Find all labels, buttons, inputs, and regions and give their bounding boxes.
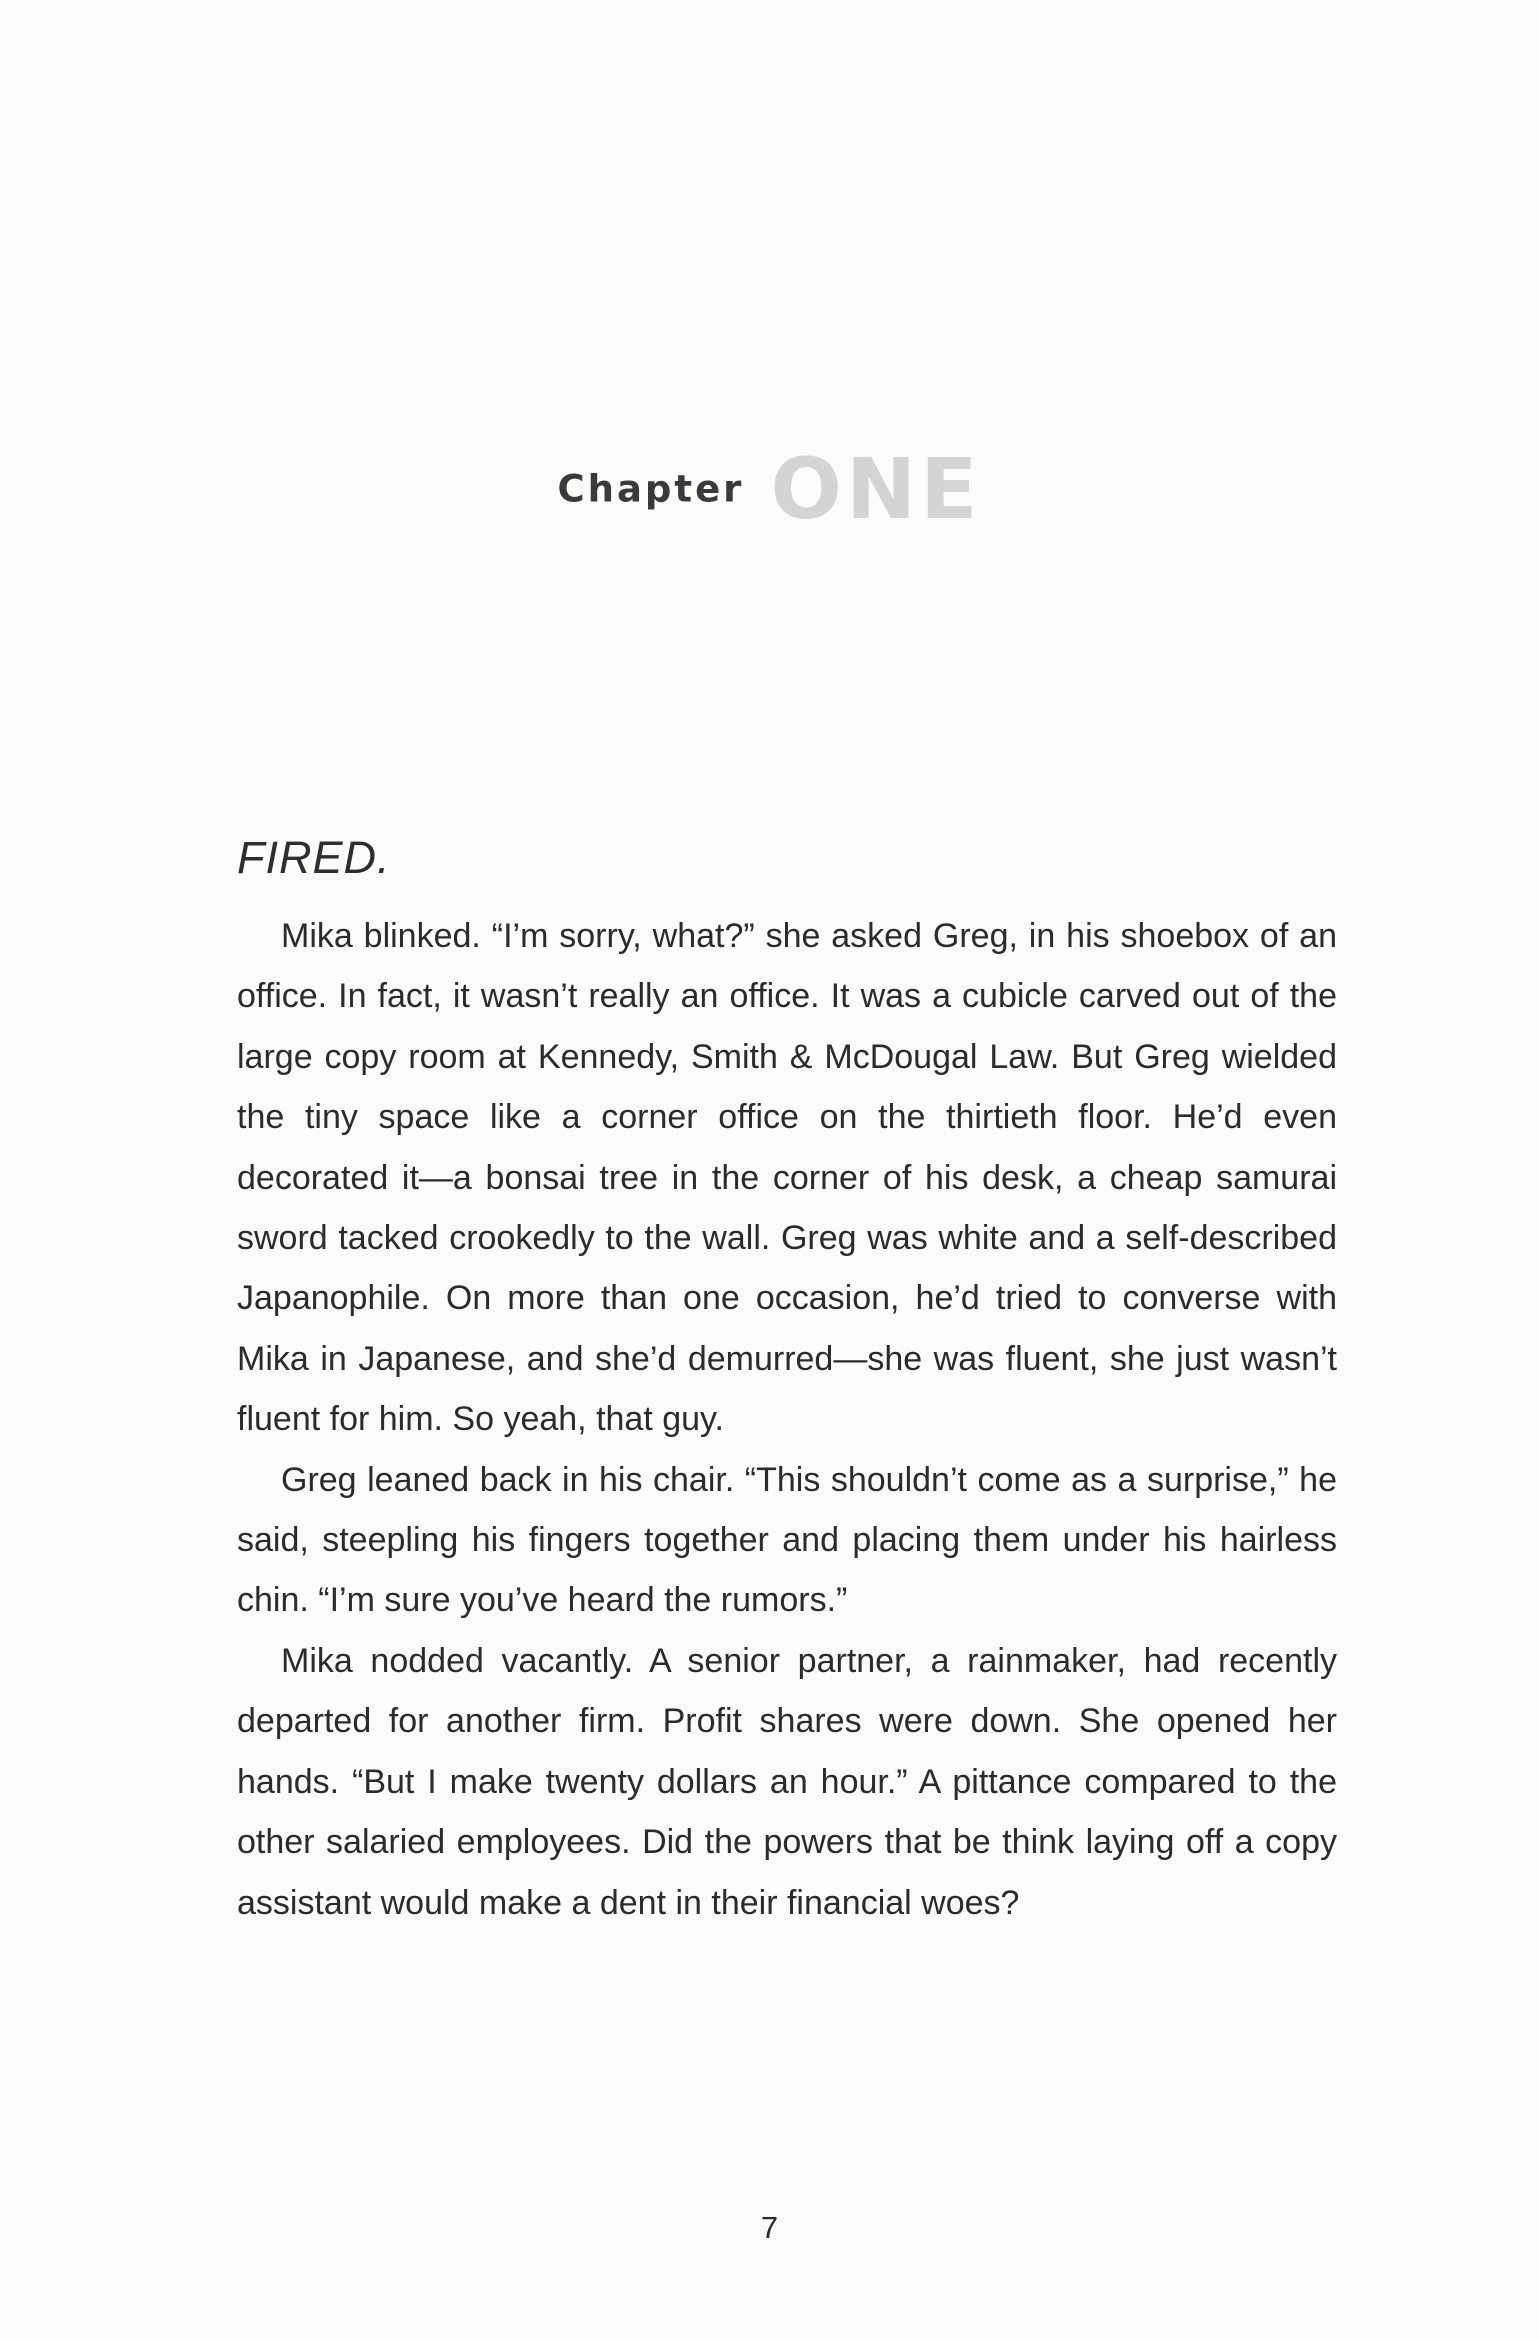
page-number: 7 (760, 2210, 779, 2245)
chapter-heading (0, 440, 1539, 538)
chapter-number: ONE (770, 440, 982, 538)
body-text (237, 906, 1337, 1933)
paragraph: Mika blinked. “I’m sorry, what?” she asked Greg, in his shoebox of an office. In fact, it wasn’t really an office. It was a cubicle carved out of the large copy room at Kennedy, Smith & McDougal Law. But Greg wielded the tiny space like a corner office on the thirtieth floor. He’d even decorated it—a bonsai tree in the corner of his desk, a cheap samurai sword tacked crookedly to the wall. Greg was white and a self-described Japanophile. On more than one occasion, he’d tried to converse with Mika in Japanese, and she’d demurred—she was fluent, she just wasn’t fluent for him. So yeah, that guy. (237, 917, 1337, 1439)
chapter-label: Chapter (557, 467, 745, 511)
paragraph: Greg leaned back in his chair. “This shouldn’t come as a surprise,” he said, steepling his fingers together and placing them under his hairless chin. “I’m sure you’ve heard the rumors.” (237, 1460, 1337, 1620)
section-opener: FIRED. (237, 832, 391, 883)
paragraph: Mika nodded vacantly. A senior partner, a rainmaker, had recently departed for another firm. Profit shares were down. She opened her hands. “But I make twenty dollars an hour.” A pittance compared to the other salaried employees. Did the powers that be think laying off a copy assistant would make a dent in their financial woes? (237, 1641, 1337, 1922)
